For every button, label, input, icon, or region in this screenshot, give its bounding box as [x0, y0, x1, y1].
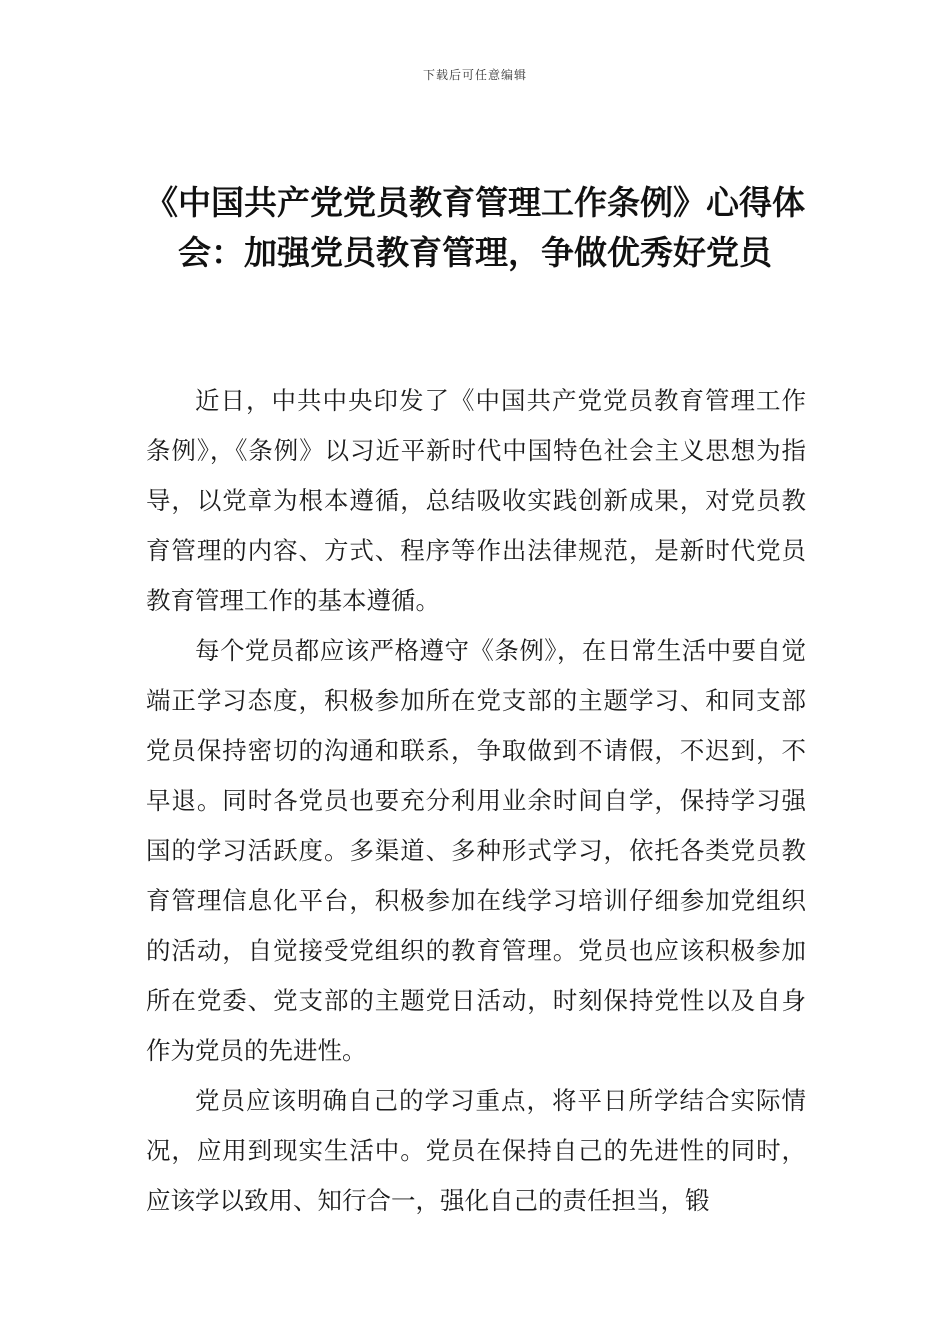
paragraph-3: 党员应该明确自己的学习重点，将平日所学结合实际情况，应用到现实生活中。党员在保持自己的先进性的同时，应该学以致用、知行合一，强化自己的责任担当，锻 — [146, 1086, 806, 1215]
document-title: 《中国共产党党员教育管理工作条例》心得体会：加强党员教育管理，争做优秀好党员 — [145, 183, 805, 272]
header-note: 下载后可任意编辑 — [422, 68, 527, 82]
document-body — [146, 376, 806, 1226]
paragraph-2: 每个党员都应该严格遵守《条例》，在日常生活中要自觉端正学习态度，积极参加所在党支部的主题学习、和同支部党员保持密切的沟通和联系，争取做到不请假，不迟到，不早退。同时各党员也要充分利用业余时间自学，保持学习强国的学习活跃度。多渠道、多种形式学习，依托各类党员教育管理信息化平台，积极参加在线学习培训仔细参加党组织的活动，自觉接受党组织的教育管理。党员也应该积极参加所在党委、党支部的主题党日活动，时刻保持党性以及自身作为党员的先进性。 — [146, 636, 806, 1065]
paragraph-1: 近日，中共中央印发了《中国共产党党员教育管理工作条例》，《条例》以习近平新时代中国特色社会主义思想为指导，以党章为根本遵循，总结吸收实践创新成果，对党员教育管理的内容、方式、程序等作出法律规范，是新时代党员教育管理工作的基本遵循。 — [146, 386, 806, 615]
